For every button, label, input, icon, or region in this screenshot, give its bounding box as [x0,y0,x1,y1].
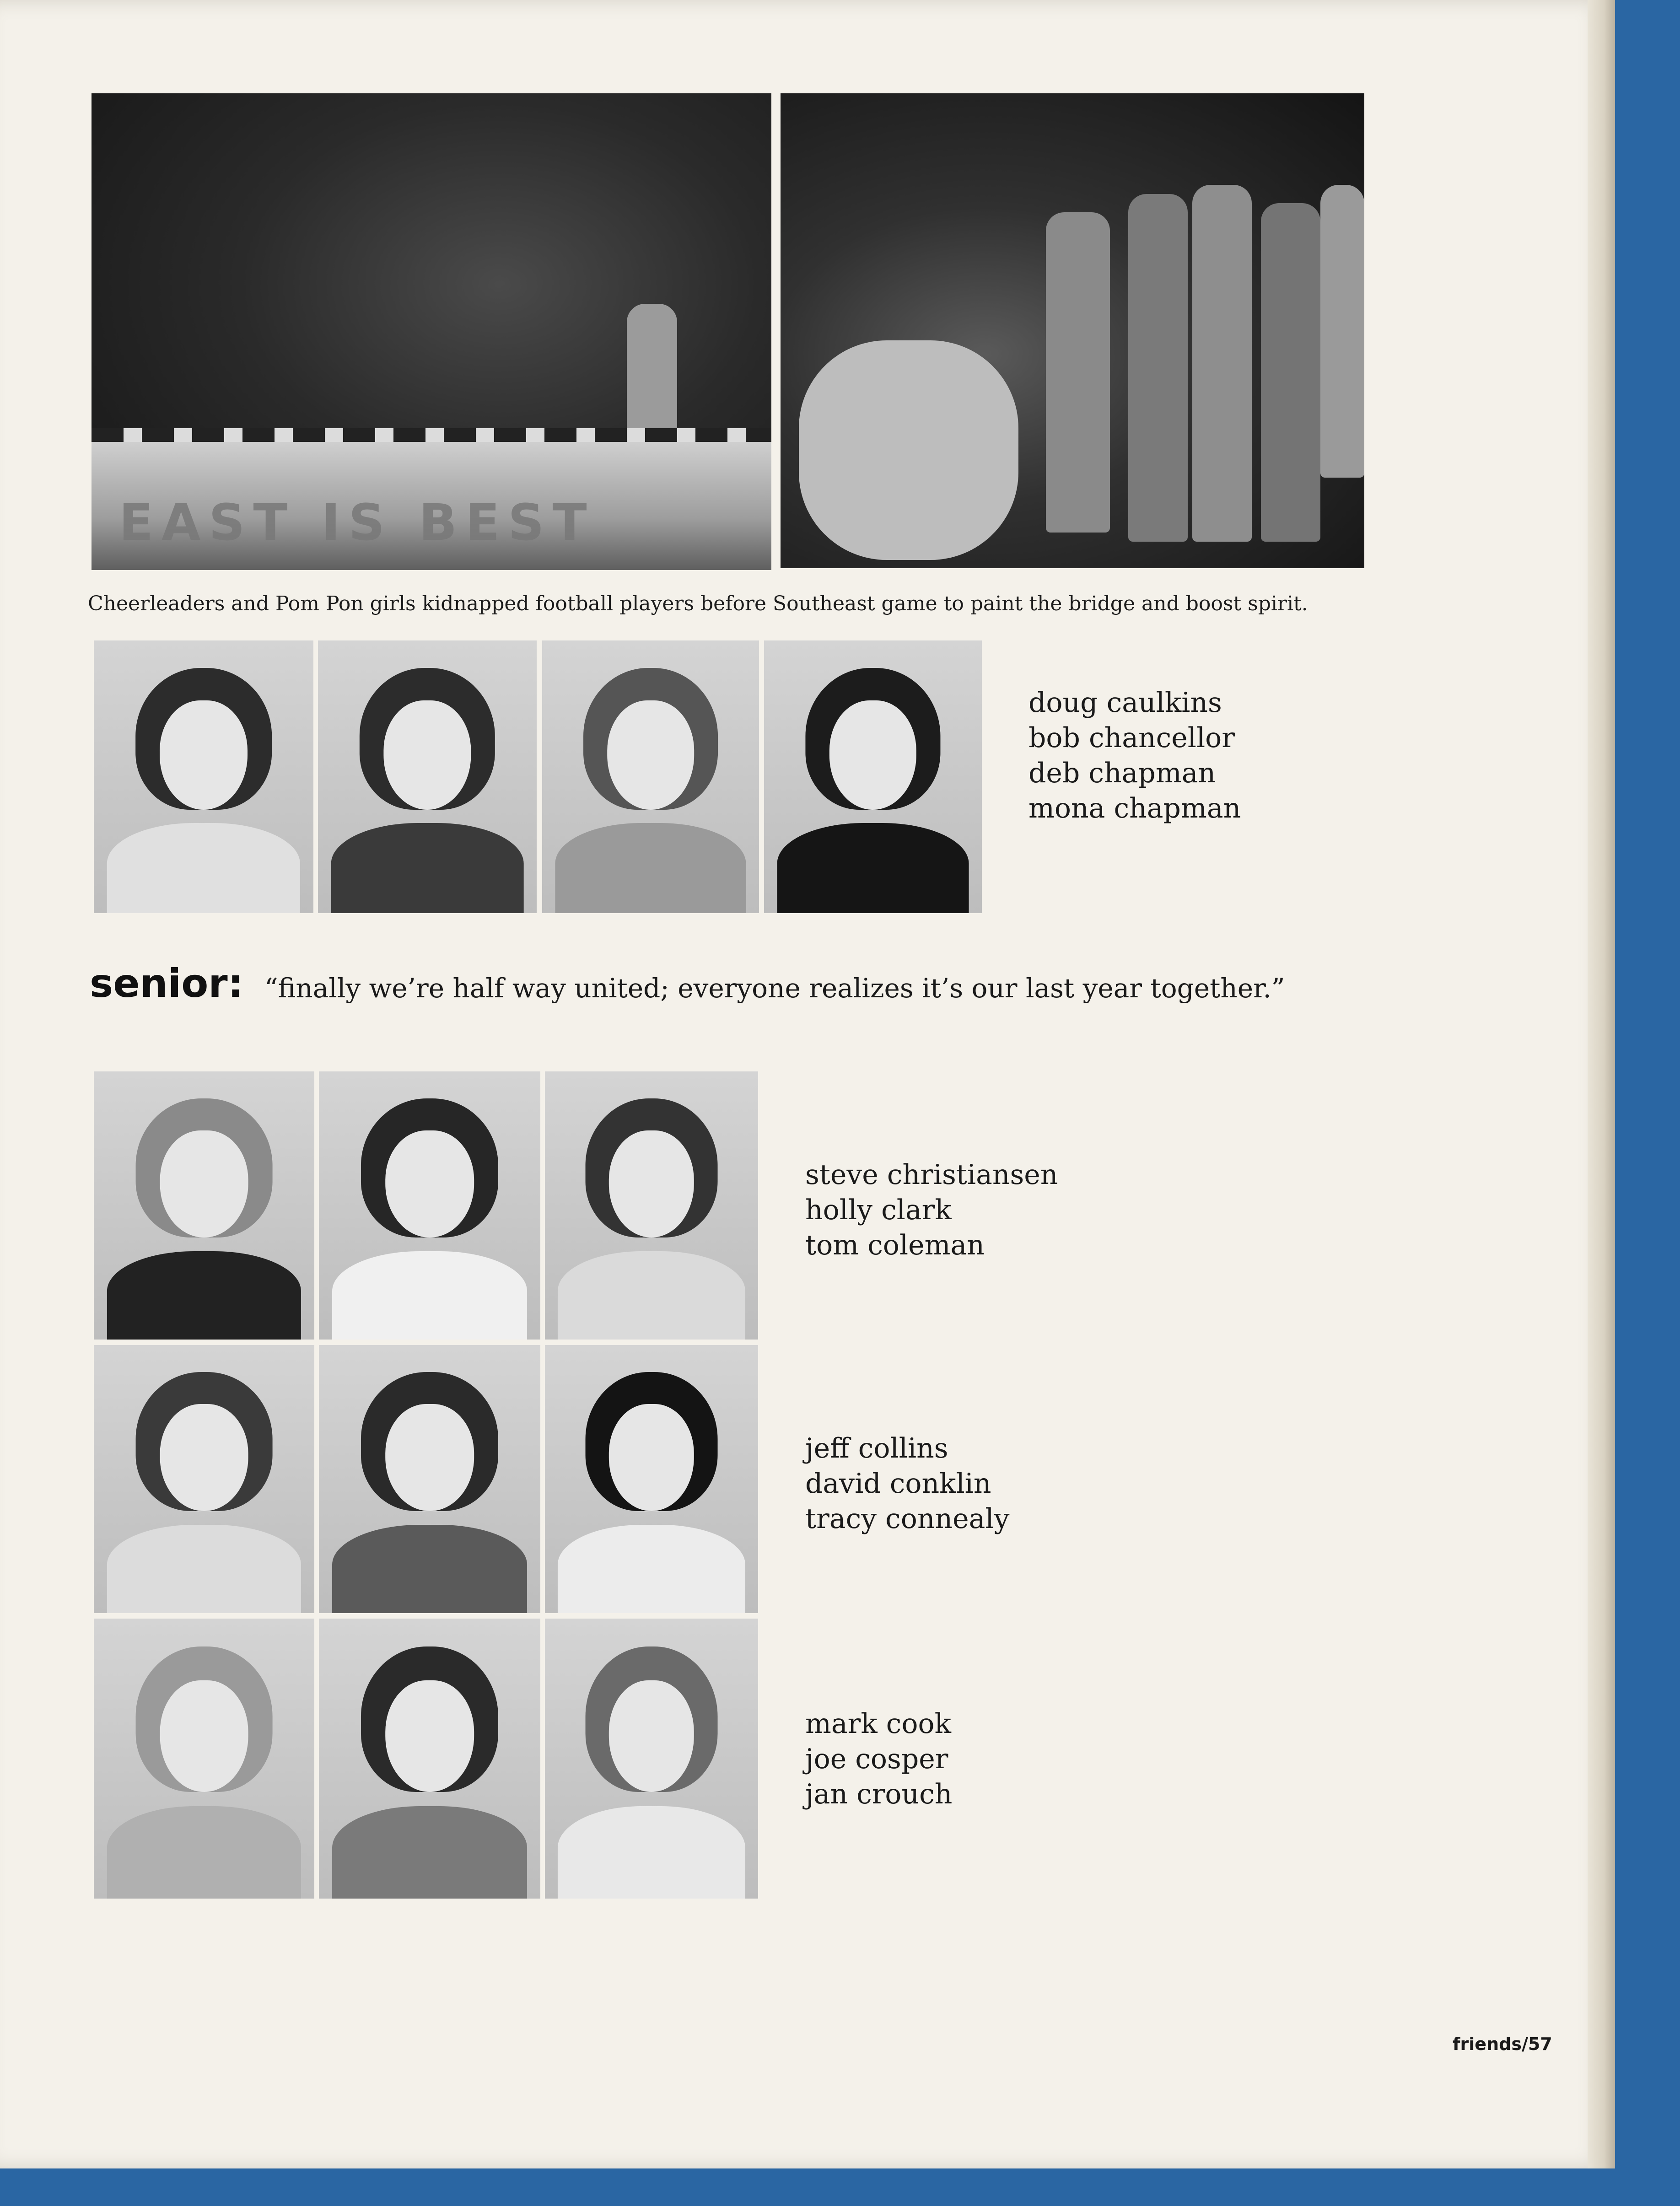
student-name: david conklin [805,1468,991,1500]
portrait-clothing [332,1251,527,1340]
junior-name-list [1028,685,1241,826]
portrait-clothing [107,1525,301,1613]
portrait-clothing [107,1251,301,1340]
portrait-photo [319,1619,540,1899]
portrait-clothing [107,823,300,913]
portrait-photo [318,640,537,913]
portrait-face [609,1680,694,1792]
portrait-face [609,1130,694,1238]
bridge-painting-photo [92,93,771,570]
student-name: jeff collins [805,1432,948,1464]
photo-caption: Cheerleaders and Pom Pon girls kidnapped football players before Southeast game to paint the bridge and boost spirit. [88,592,1308,615]
page-folio: friends/57 [1453,2034,1552,2054]
senior-quote: “finally we’re half way united; everyone realizes it’s our last year together.” [264,973,1285,1004]
motorcycle-scene-photo [781,93,1364,568]
portrait-clothing [331,823,524,913]
student-name: doug caulkins [1028,687,1222,719]
portrait-photo [94,640,313,913]
portrait-face [385,1404,474,1511]
portrait-photo [94,1071,314,1340]
page-edge [1588,0,1615,2168]
portrait-photo [545,1071,758,1340]
portrait-clothing [555,823,746,913]
student-name: mona chapman [1028,792,1241,824]
student-figure [1320,185,1364,478]
portrait-face [385,1130,474,1238]
bridge-wall [92,442,771,570]
portrait-face [160,700,248,809]
student-name: mark cook [805,1708,951,1740]
portrait-photo [545,1619,758,1899]
portrait-face [160,1130,248,1238]
portrait-clothing [558,1251,745,1340]
portrait-photo [94,1619,314,1899]
portrait-photo [545,1345,758,1613]
student-name: bob chancellor [1028,722,1235,754]
portrait-clothing [558,1806,745,1899]
senior-name-list-1 [805,1157,1058,1263]
student-figure [1261,203,1320,542]
portrait-photo [319,1345,540,1613]
student-name: steve christiansen [805,1159,1058,1191]
student-name: tracy connealy [805,1503,1010,1535]
student-figure [1128,194,1188,542]
motorcycle [799,340,1018,560]
portrait-clothing [332,1806,527,1899]
portrait-clothing [777,823,969,913]
book-cover-edge [1615,0,1680,2206]
senior-name-list-2 [805,1431,1010,1537]
senior-name-list-3 [805,1706,952,1812]
student-name: holly clark [805,1194,952,1226]
student-name: tom coleman [805,1229,985,1261]
portrait-photo [94,1345,314,1613]
student-name: joe cosper [805,1743,948,1775]
student-figure [1192,185,1252,542]
portrait-face [385,1680,474,1792]
book-cover-bottom [0,2168,1680,2206]
portrait-face [160,1680,248,1792]
portrait-face [609,1404,694,1511]
student-name: jan crouch [805,1778,953,1810]
portrait-face [607,700,694,809]
portrait-photo [764,640,982,913]
senior-label: senior: [90,961,244,1006]
student-name: deb chapman [1028,757,1216,789]
portrait-clothing [558,1525,745,1613]
portrait-face [383,700,471,809]
portrait-clothing [107,1806,301,1899]
portrait-face [829,700,916,809]
portrait-clothing [332,1525,527,1613]
portrait-photo [542,640,759,913]
portrait-face [160,1404,248,1511]
bridge-sign-text: EAST IS BEST [119,493,595,552]
portrait-photo [319,1071,540,1340]
student-figure [1046,212,1110,533]
